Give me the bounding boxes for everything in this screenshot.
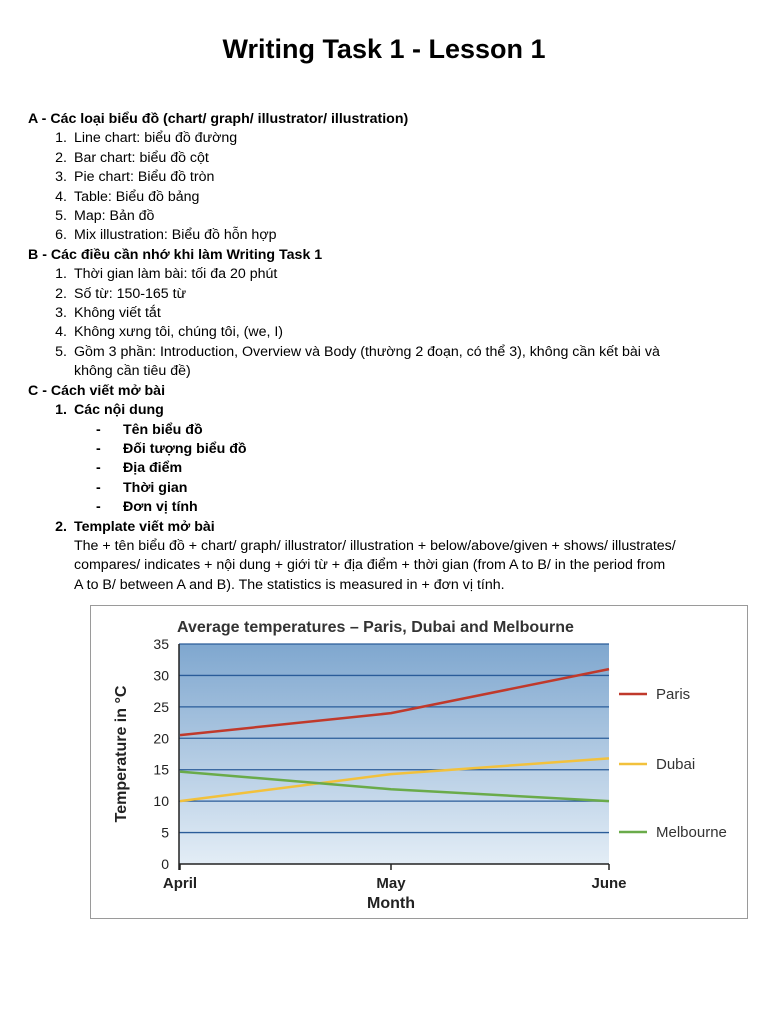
- x-tick-label: May: [376, 875, 406, 892]
- list-item: [28, 265, 748, 284]
- bullet-item: [28, 459, 748, 478]
- list-number: 1.: [55, 130, 67, 147]
- bullet-item: [28, 498, 748, 517]
- section-a-list: [28, 129, 748, 245]
- list-text: Số từ: 150-165 từ: [74, 285, 187, 302]
- list-number: 2.: [55, 285, 67, 302]
- y-tick-label: 20: [153, 730, 169, 747]
- list-text: Map: Bản đồ: [74, 208, 155, 225]
- list-number: 4.: [55, 324, 67, 341]
- y-tick-label: 25: [153, 698, 169, 715]
- list-number: 3.: [55, 305, 67, 322]
- list-text: Không viết tắt: [74, 305, 161, 322]
- list-item: [28, 129, 748, 148]
- list-item: [28, 285, 748, 304]
- template-line: The + tên biểu đồ + chart/ graph/ illustrator/ illustration + below/above/given + shows/ illustrates/: [74, 537, 676, 554]
- list-number: 3.: [55, 169, 67, 186]
- list-number: 1.: [55, 266, 67, 283]
- list-text: Không xưng tôi, chúng tôi, (we, I): [74, 324, 284, 341]
- list-item: [28, 343, 748, 362]
- template-line: compares/ indicates + nội dung + giới từ + địa điểm + thời gian (from A to B/ in the period from: [74, 557, 666, 574]
- list-number: 6.: [55, 227, 67, 244]
- bullet-text: Địa điểm: [123, 460, 183, 477]
- bullet-item: [28, 421, 748, 440]
- list-number: 5.: [55, 208, 67, 225]
- list-number: 4.: [55, 188, 67, 205]
- section-c-item-2: [28, 518, 748, 537]
- section-c-bullets: [28, 421, 748, 518]
- x-axis-label: Month: [367, 895, 415, 912]
- dash-bullet: -: [96, 421, 101, 438]
- list-text: Các nội dung: [74, 402, 164, 419]
- chart-title: Average temperatures – Paris, Dubai and Melbourne: [177, 619, 574, 636]
- plot-area: [179, 644, 609, 864]
- line-chart: [90, 605, 748, 919]
- y-tick-label: 5: [161, 824, 169, 841]
- y-tick-label: 30: [153, 667, 169, 684]
- dash-bullet: -: [96, 499, 101, 516]
- x-tick-label: April: [162, 875, 198, 892]
- list-item: [28, 168, 748, 187]
- section-b-list: [28, 265, 748, 381]
- y-tick-label: 10: [153, 793, 169, 810]
- page-title: Writing Task 1 - Lesson 1: [222, 34, 546, 64]
- legend-label: Dubai: [656, 756, 696, 773]
- legend-label: Melbourne: [656, 824, 727, 841]
- list-item: [28, 323, 748, 342]
- list-text: Pie chart: Biểu đồ tròn: [74, 169, 215, 186]
- dash-bullet: -: [96, 479, 101, 496]
- list-item: [28, 304, 748, 323]
- section-c-heading: C - Cách viết mở bài: [28, 382, 166, 399]
- chart-svg: [91, 606, 747, 918]
- y-axis-label: Temperature in °C: [113, 685, 130, 823]
- list-number: 5.: [55, 343, 67, 360]
- section-b-heading: B - Các điều cần nhớ khi làm Writing Task 1: [28, 246, 323, 263]
- section-a-heading: A - Các loại biểu đồ (chart/ graph/ illustrator/ illustration): [28, 111, 409, 127]
- list-text: Mix illustration: Biểu đồ hỗn hợp: [74, 227, 277, 244]
- template-line: A to B/ between A and B). The statistics is measured in + đơn vị tính.: [74, 576, 505, 593]
- bullet-item: [28, 479, 748, 498]
- bullet-text: Tên biểu đồ: [123, 421, 203, 438]
- bullet-text: Đối tượng biểu đồ: [123, 440, 247, 457]
- list-text: Template viết mở bài: [74, 518, 215, 535]
- bullet-text: Thời gian: [123, 479, 188, 496]
- list-item: [28, 149, 748, 168]
- list-item-continuation: không cần tiêu đề): [74, 363, 191, 380]
- list-item: [28, 226, 748, 245]
- list-text: Gồm 3 phần: Introduction, Overview và Body (thường 2 đoạn, có thể 3), không cần kết bài và: [74, 343, 660, 360]
- bullet-item: [28, 440, 748, 459]
- list-number: 2.: [55, 149, 67, 166]
- list-item: [28, 207, 748, 226]
- section-c-item-1: [28, 401, 748, 420]
- legend-label: Paris: [656, 686, 691, 703]
- bullet-text: Đơn vị tính: [123, 499, 198, 516]
- x-tick-label: June: [591, 875, 627, 892]
- y-tick-label: 35: [153, 636, 169, 652]
- dash-bullet: -: [96, 440, 101, 457]
- document-body: [28, 110, 748, 595]
- y-tick-label: 15: [153, 761, 169, 778]
- list-text: Bar chart: biểu đồ cột: [74, 149, 209, 166]
- list-number: 2.: [55, 518, 67, 535]
- list-text: Line chart: biểu đồ đường: [74, 130, 238, 147]
- dash-bullet: -: [96, 460, 101, 477]
- list-number: 1.: [55, 402, 67, 419]
- list-text: Table: Biểu đồ bảng: [74, 188, 200, 205]
- list-item: [28, 188, 748, 207]
- list-text: Thời gian làm bài: tối đa 20 phút: [74, 266, 278, 283]
- y-tick-label: 0: [161, 856, 169, 872]
